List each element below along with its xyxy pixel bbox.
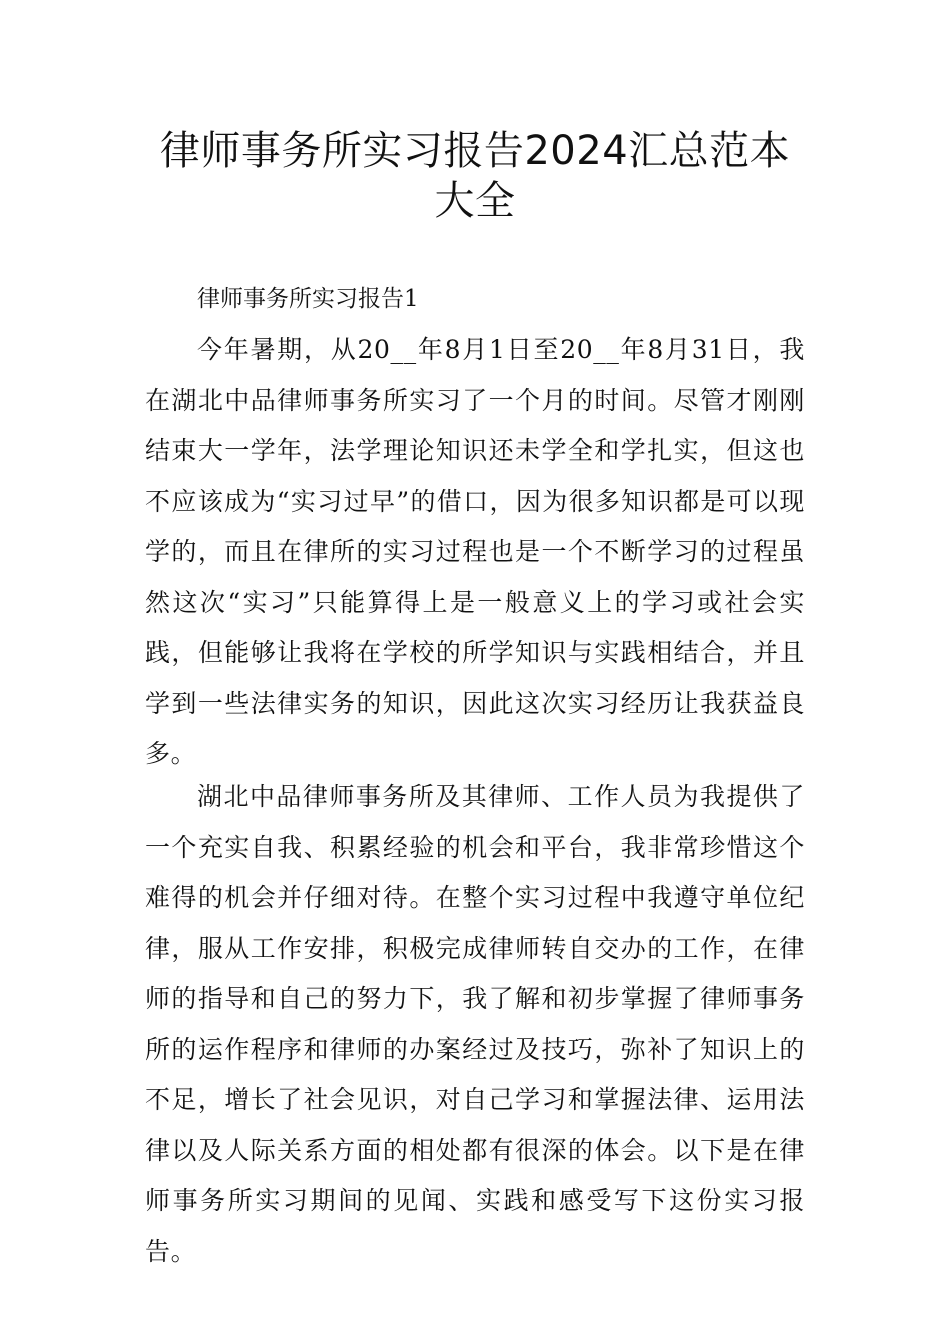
body-paragraph: 今年暑期，从20__年8月1日至20__年8月31日，我在湖北中品律师事务所实习了一个月的时间。尽管才刚刚结束大一学年，法学理论知识还未学全和学扎实，但这也不应该成为“实习过早”的借口，因为很多知识都是可以现学的，而且在律所的实习过程也是一个不断学习的过程虽然这次“实习”只能算得上是一般意义上的学习或社会实践，但能够让我将在学校的所学知识与实践相结合，并且学到一些法律实务的知识，因此这次实习经历让我获益良多。 (145, 335, 805, 768)
section-heading: 律师事务所实习报告1 (197, 286, 419, 312)
document-title: 律师事务所实习报告2024汇总范本大全 (159, 128, 791, 224)
body-paragraph: 湖北中品律师事务所及其律师、工作人员为我提供了一个充实自我、积累经验的机会和平台，我非常珍惜这个难得的机会并仔细对待。在整个实习过程中我遵守单位纪律，服从工作安排，积极完成律师转自交办的工作，在律师的指导和自己的努力下，我了解和初步掌握了律师事务所的运作程序和律师的办案经过及技巧，弥补了知识上的不足，增长了社会见识，对自己学习和掌握法律、运用法律以及人际关系方面的相处都有很深的体会。以下是在律师事务所实习期间的见闻、实践和感受写下这份实习报告。 (145, 782, 805, 1266)
